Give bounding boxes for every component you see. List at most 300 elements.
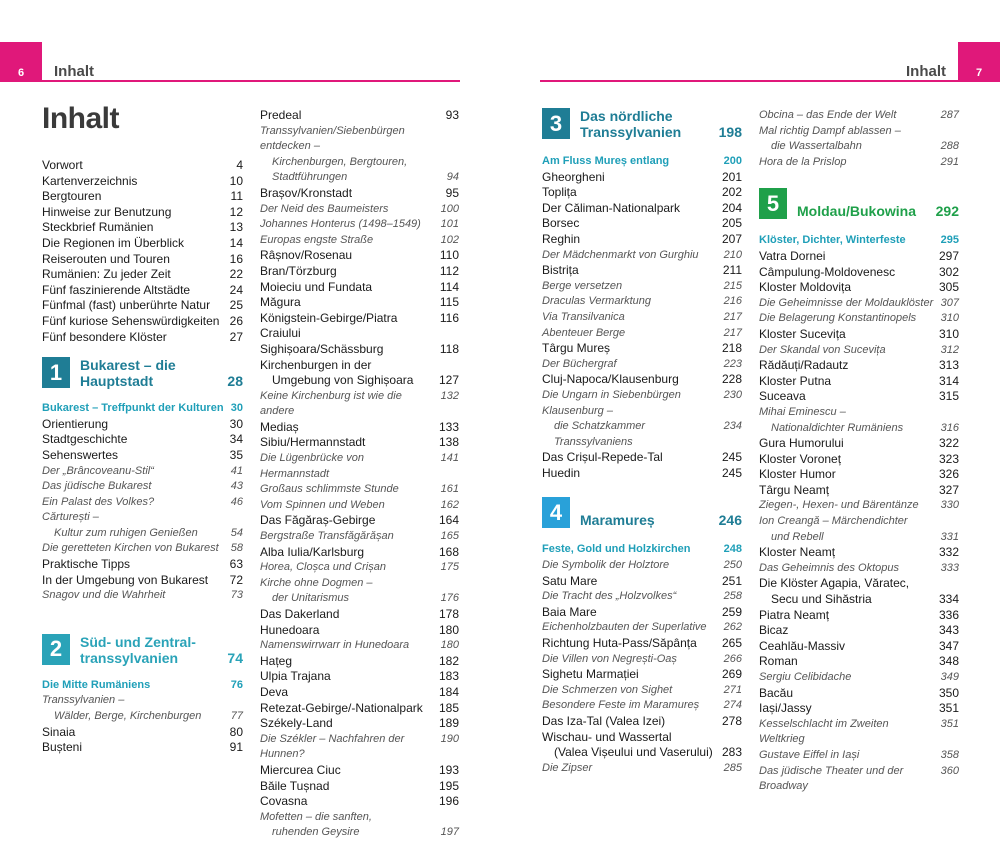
toc-entry[interactable] [759,249,959,265]
toc-entry-page: 26 [229,313,243,328]
toc-entry-page: 211 [722,263,742,278]
toc-entry-page: 24 [229,282,243,297]
toc-column-3 [542,108,742,776]
toc-entry-page: 12 [229,204,243,219]
toc-entry[interactable] [759,576,959,592]
toc-entry[interactable] [542,248,742,264]
toc-entry-title: Die Belagerung Konstantinopels [759,312,917,325]
toc-entry[interactable] [260,264,459,280]
toc-entry-title: Die Geheimnisse der Moldauklöster [759,296,934,309]
toc-entry[interactable] [759,436,959,452]
toc-entry[interactable] [42,495,243,511]
toc-entry-page: 94 [446,171,459,184]
toc-entry[interactable] [42,573,243,589]
toc-entry-title: Satu Mare [542,573,598,588]
toc-entry[interactable] [759,514,959,530]
toc-entry-page: 278 [721,714,742,728]
toc-entry-page: 180 [438,622,459,637]
toc-entry[interactable] [260,451,459,482]
toc-entry[interactable] [260,701,459,717]
chapter-number-badge: 4 [542,497,570,528]
toc-entry-title: Huedin [542,465,581,480]
toc-column-4 [759,108,959,795]
toc-entry-title: Der Neid des Baumeisters [260,202,389,215]
toc-entry-title: Fünf faszinierende Altstädte [42,282,191,297]
toc-entry[interactable] [260,716,459,732]
toc-entry-title: Die Székler – Nachfahren der Hunnen? [260,732,405,761]
toc-entry-title: Nationaldichter Rumäniens [771,421,904,434]
toc-entry[interactable] [42,557,243,573]
toc-entry-page: 193 [438,762,459,777]
toc-entry-page: 118 [439,341,459,356]
toc-entry-page: 195 [438,778,459,793]
toc-entry[interactable] [260,280,459,296]
toc-entry-title: Snagov und die Wahrheit [42,589,166,602]
toc-entry-page: 245 [721,450,742,465]
toc-entry[interactable] [260,763,459,779]
toc-entry[interactable] [759,686,959,702]
toc-entry-title: Roman [759,654,798,669]
toc-entry[interactable] [542,216,742,232]
toc-entry[interactable] [759,358,959,374]
toc-entry-title: Klausenburg – [542,404,613,417]
toc-entry-page: 180 [440,639,459,652]
toc-entry[interactable] [759,545,959,561]
toc-entry[interactable] [42,693,243,709]
toc-entry[interactable] [42,205,243,221]
toc-entry[interactable] [42,588,243,604]
toc-entry[interactable] [542,574,742,590]
toc-entry[interactable] [759,389,959,405]
toc-entry-page: 112 [439,263,459,278]
toc-entry-page: 91 [229,740,243,755]
toc-entry-title: Mofetten – die sanften, [260,810,372,823]
toc-entry-title: Klöster, Dichter, Winterfeste [759,234,906,247]
toc-entry[interactable] [260,529,459,545]
toc-entry[interactable] [260,545,459,561]
toc-entry[interactable] [759,530,959,546]
toc-entry[interactable] [42,220,243,236]
toc-entry-page: 196 [438,794,459,809]
toc-entry[interactable] [260,623,459,639]
toc-entry-title: Gura Humorului [759,436,844,451]
toc-entry-title: Reghin [542,231,581,246]
toc-entry-page: 251 [721,573,742,588]
toc-entry-page: 176 [440,592,459,605]
toc-entry-title: Hinweise zur Benutzung [42,204,172,219]
toc-entry[interactable] [260,217,459,233]
toc-entry-title: Mihai Eminescu – [759,405,846,418]
toc-entry[interactable] [759,311,959,327]
toc-entry-title: Hațeg [260,653,293,668]
toc-entry[interactable] [42,283,243,299]
toc-entry[interactable] [542,730,742,746]
chapter-number-badge: 3 [542,108,570,139]
toc-entry[interactable] [759,265,959,281]
toc-entry-page: 35 [229,447,243,462]
toc-entry[interactable] [42,432,243,448]
toc-entry[interactable] [260,435,459,451]
toc-entry-page: 205 [721,216,742,231]
page-title: Inhalt [42,102,119,135]
toc-entry[interactable] [42,298,243,314]
toc-entry-title: Predeal [260,108,302,122]
toc-entry-page: 312 [940,343,959,356]
toc-entry[interactable] [759,124,959,140]
toc-entry[interactable] [542,652,742,668]
toc-entry-title: Der Căliman-Nationalpark [542,200,681,215]
toc-entry-title: Die Tracht des „Holzvolkes“ [542,590,677,603]
toc-entry-page: 291 [940,155,959,168]
toc-entry-page: 215 [723,279,742,292]
toc-entry[interactable] [260,155,459,171]
toc-entry[interactable] [260,373,459,389]
toc-entry[interactable] [260,233,459,249]
toc-entry[interactable] [42,448,243,464]
toc-entry[interactable] [759,717,959,748]
toc-entry-page: 262 [723,621,742,634]
toc-entry-title: Transsylvanien/Siebenbürgen entdecken – [260,124,405,153]
toc-entry[interactable] [42,158,243,174]
toc-entry-page: 336 [938,607,959,622]
toc-entry-title: Transsylvanien – [42,694,125,707]
toc-entry[interactable] [42,526,243,542]
toc-entry[interactable] [542,357,742,373]
toc-entry-page: 259 [721,604,742,619]
toc-entry-page: 190 [440,732,459,745]
toc-entry[interactable] [759,296,959,312]
toc-entry-page: 202 [721,185,742,200]
toc-entry[interactable] [42,709,243,725]
toc-entry-page: 245 [721,465,742,480]
toc-entry-title: In der Umgebung von Bukarest [42,572,209,587]
toc-entry[interactable] [42,330,243,346]
toc-entry[interactable] [260,591,459,607]
toc-entry[interactable] [542,372,742,388]
toc-section-heading[interactable] [42,401,243,417]
toc-entry[interactable] [260,560,459,576]
toc-entry-page: 316 [940,421,959,434]
toc-entry[interactable] [260,498,459,514]
toc-entry[interactable] [42,174,243,190]
toc-entry-page: 217 [723,326,742,339]
chapter-5-heading[interactable] [759,188,959,219]
toc-entry[interactable] [759,670,959,686]
chapter-title: Maramureș [580,512,655,529]
toc-entry-title: Iași/Jassy [759,701,812,716]
toc-entry-title: Sehenswertes [42,447,119,462]
toc-column-2 [260,108,459,841]
toc-entry-title: Mediaș [260,419,299,434]
toc-entry-page: 102 [440,233,459,246]
toc-entry-title: Fünf besondere Klöster [42,329,167,344]
toc-entry[interactable] [260,513,459,529]
toc-entry[interactable] [260,794,459,810]
toc-entry[interactable] [260,607,459,623]
toc-entry[interactable] [759,467,959,483]
right-page-header [540,42,1000,82]
toc-entry-page: 127 [438,373,459,388]
toc-entry-title: Orientierung [42,416,109,431]
toc-entry-page: 305 [938,280,959,295]
toc-entry[interactable] [260,358,459,374]
toc-entry[interactable] [759,608,959,624]
toc-entry-title: Wälder, Berge, Kirchenburgen [54,710,202,723]
toc-section-heading[interactable] [759,233,959,249]
toc-entry[interactable] [542,232,742,248]
toc-entry-page: 93 [445,108,459,122]
toc-entry[interactable] [759,155,959,171]
toc-entry[interactable] [260,295,459,311]
toc-entry[interactable] [260,124,459,155]
toc-entry[interactable] [759,623,959,639]
toc-entry[interactable] [42,252,243,268]
toc-entry-page: 4 [236,158,243,172]
toc-entry[interactable] [260,825,459,841]
toc-entry[interactable] [542,589,742,605]
toc-entry[interactable] [759,561,959,577]
toc-entry-page: 77 [230,710,243,723]
toc-entry-page: 14 [229,235,243,250]
chapter-1-heading[interactable] [42,357,243,389]
toc-entry-page: 207 [721,231,742,246]
toc-entry-title: Kesselschlacht im Zweiten Weltkrieg [759,717,889,746]
toc-entry[interactable] [260,732,459,763]
toc-entry-page: 266 [723,652,742,665]
toc-entry[interactable] [542,326,742,342]
toc-entry[interactable] [260,576,459,592]
toc-entry[interactable] [42,464,243,480]
toc-entry[interactable] [542,714,742,730]
toc-entry[interactable] [542,605,742,621]
toc-entry[interactable] [759,748,959,764]
toc-entry[interactable] [759,139,959,155]
toc-entry-title: Bacău [759,685,794,700]
toc-entry-title: (Valea Vișeului und Vaserului) [554,745,713,760]
toc-entry[interactable] [42,479,243,495]
toc-entry[interactable] [759,701,959,717]
toc-entry-title: Bukarest – Treffpunkt der Kulturen [42,402,224,415]
toc-entry[interactable] [42,314,243,330]
toc-entry[interactable] [260,420,459,436]
toc-entry-title: Umgebung von Sighișoara [272,373,414,388]
toc-entry-title: Abenteuer Berge [542,326,626,339]
toc-entry-title: Vatra Dornei [759,248,826,263]
toc-entry-page: 269 [721,667,742,682]
toc-entry[interactable] [260,248,459,264]
toc-entry-title: Der Büchergraf [542,357,617,370]
toc-entry[interactable] [759,654,959,670]
chapter-2-heading[interactable] [42,634,243,666]
toc-entry[interactable] [42,189,243,205]
toc-entry-title: Wischau- und Wassertal [542,729,672,744]
toc-entry[interactable] [260,108,459,124]
toc-entry-title: Bușteni [42,740,83,755]
toc-entry[interactable] [759,421,959,437]
toc-entry[interactable] [260,202,459,218]
toc-entry-title: Cărturești – [42,511,99,524]
toc-entry-title: Rădăuți/Radautz [759,358,849,373]
toc-entry[interactable] [260,685,459,701]
toc-entry-page: 228 [721,372,742,387]
toc-entry[interactable] [759,327,959,343]
chapter-title: Moldau/Bukowina [797,203,916,220]
toc-entry-page: 95 [445,185,459,200]
toc-entry-title: Die Villen von Negrești-Oaș [542,652,677,665]
toc-entry[interactable] [759,764,959,795]
toc-entry[interactable] [542,294,742,310]
toc-entry-page: 41 [230,464,243,477]
toc-entry[interactable] [42,541,243,557]
toc-entry[interactable] [759,483,959,499]
toc-entry-page: 351 [940,717,959,730]
toc-entry[interactable] [260,779,459,795]
toc-entry[interactable] [542,698,742,714]
toc-entry-title: Mal richtig Dampf ablassen – [759,124,901,137]
toc-entry-title: Europas engste Straße [260,233,374,246]
toc-entry-page: 116 [439,310,459,325]
toc-entry[interactable] [542,185,742,201]
toc-entry[interactable] [759,374,959,390]
toc-entry[interactable] [260,389,459,420]
toc-entry[interactable] [42,740,243,756]
toc-entry[interactable] [542,263,742,279]
toc-entry[interactable] [759,343,959,359]
toc-entry-title: ruhenden Geysire [272,826,360,839]
toc-entry-page: 182 [438,653,459,668]
toc-entry-page: 76 [230,678,243,691]
toc-entry-title: Baia Mare [542,604,597,619]
toc-entry-title: Das Dakerland [260,607,340,621]
toc-entry[interactable] [542,558,742,574]
toc-entry-title: Sighișoara/Schässburg [260,341,384,356]
toc-entry-page: 334 [938,592,959,607]
toc-entry[interactable] [542,450,742,466]
toc-entry-title: und Rebell [771,530,824,543]
toc-entry[interactable] [260,654,459,670]
toc-entry-page: 331 [940,530,959,543]
toc-entry-title: Secu und Sihăstria [771,592,872,607]
toc-entry[interactable] [260,669,459,685]
toc-entry-page: 110 [439,248,459,263]
toc-entry[interactable] [759,592,959,608]
toc-entry-title: Praktische Tipps [42,557,131,572]
toc-entry-page: 133 [438,419,459,434]
toc-entry-title: Die Regionen im Überblick [42,235,185,250]
toc-entry-page: 178 [438,607,459,621]
toc-entry-title: Hora de la Prislop [759,155,847,168]
toc-entry[interactable] [260,170,459,186]
toc-section-heading[interactable] [542,542,742,558]
left-page-number: 6 [0,42,42,82]
toc-entry[interactable] [542,310,742,326]
toc-entry-page: 327 [938,482,959,497]
toc-entry[interactable] [542,761,742,777]
toc-entry-title: Obcina – das Ende der Welt [759,109,897,121]
toc-entry-title: Via Transilvanica [542,310,625,323]
chapter-title: Das nördliche Transsylvanien [580,108,682,140]
toc-entry[interactable] [542,683,742,699]
toc-entry-page: 201 [721,169,742,184]
chapter-3-heading[interactable] [542,108,742,140]
toc-entry[interactable] [542,279,742,295]
toc-entry[interactable] [542,466,742,482]
toc-entry[interactable] [542,667,742,683]
left-header-rule [42,80,460,82]
toc-entry-title: Ion Creangă – Märchendichter [759,515,908,528]
toc-entry-page: 307 [940,296,959,309]
toc-entry-page: 30 [230,402,243,415]
toc-entry[interactable] [542,388,742,404]
toc-section-heading[interactable] [542,154,742,170]
toc-entry[interactable] [759,405,959,421]
toc-entry[interactable] [542,745,742,761]
left-header-title: Inhalt [54,63,94,80]
toc-entry-title: Johannes Honterus (1498–1549) [260,218,421,231]
toc-entry[interactable] [42,236,243,252]
toc-entry[interactable] [759,498,959,514]
toc-entry[interactable] [542,636,742,652]
toc-entry-title: Székely-Land [260,716,333,731]
toc-entry[interactable] [260,311,459,342]
toc-entry-page: 175 [440,561,459,574]
toc-entry-page: 332 [938,545,959,560]
toc-entry[interactable] [42,725,243,741]
toc-entry[interactable] [260,482,459,498]
toc-entry-page: 189 [438,716,459,731]
toc-entry-page: 165 [440,530,459,543]
toc-entry[interactable] [42,417,243,433]
toc-entry-title: Berge versetzen [542,279,623,292]
toc-entry-page: 80 [229,724,243,739]
toc-entry[interactable] [542,404,742,420]
toc-entry[interactable] [42,510,243,526]
toc-entry-page: 283 [721,745,742,760]
toc-entry-title: Horea, Cloșca und Crișan [260,561,386,574]
toc-entry[interactable] [759,452,959,468]
toc-entry[interactable] [542,620,742,636]
toc-entry[interactable] [759,108,959,124]
toc-entry[interactable] [759,280,959,296]
toc-entry[interactable] [542,201,742,217]
toc-entry-title: Brașov/Kronstadt [260,185,353,200]
toc-entry[interactable] [42,267,243,283]
toc-entry[interactable] [260,810,459,826]
toc-entry-title: Keine Kirchenburg ist wie die andere [260,389,402,418]
toc-entry-page: 13 [229,220,243,235]
toc-entry[interactable] [260,186,459,202]
toc-entry-title: Suceava [759,389,806,404]
toc-entry[interactable] [260,342,459,358]
toc-entry-page: 197 [440,826,459,839]
chapter-4-heading[interactable] [542,497,742,528]
toc-entry[interactable] [542,419,742,450]
toc-entry[interactable] [542,170,742,186]
toc-entry[interactable] [759,639,959,655]
toc-column-1 [42,102,243,756]
toc-entry-title: Reiserouten und Touren [42,251,170,266]
toc-entry-page: 210 [723,248,742,261]
toc-entry[interactable] [260,638,459,654]
toc-entry-page: 30 [229,416,243,431]
toc-section-heading[interactable] [42,678,243,694]
toc-entry[interactable] [542,341,742,357]
left-page-header [0,42,460,82]
toc-entry-title: Ziegen-, Hexen- und Bärentänze [759,499,919,512]
toc-entry-title: Bergtouren [42,189,102,204]
toc-entry-title: Das Iza-Tal (Valea Izei) [542,714,666,728]
toc-entry-title: Covasna [260,794,308,809]
